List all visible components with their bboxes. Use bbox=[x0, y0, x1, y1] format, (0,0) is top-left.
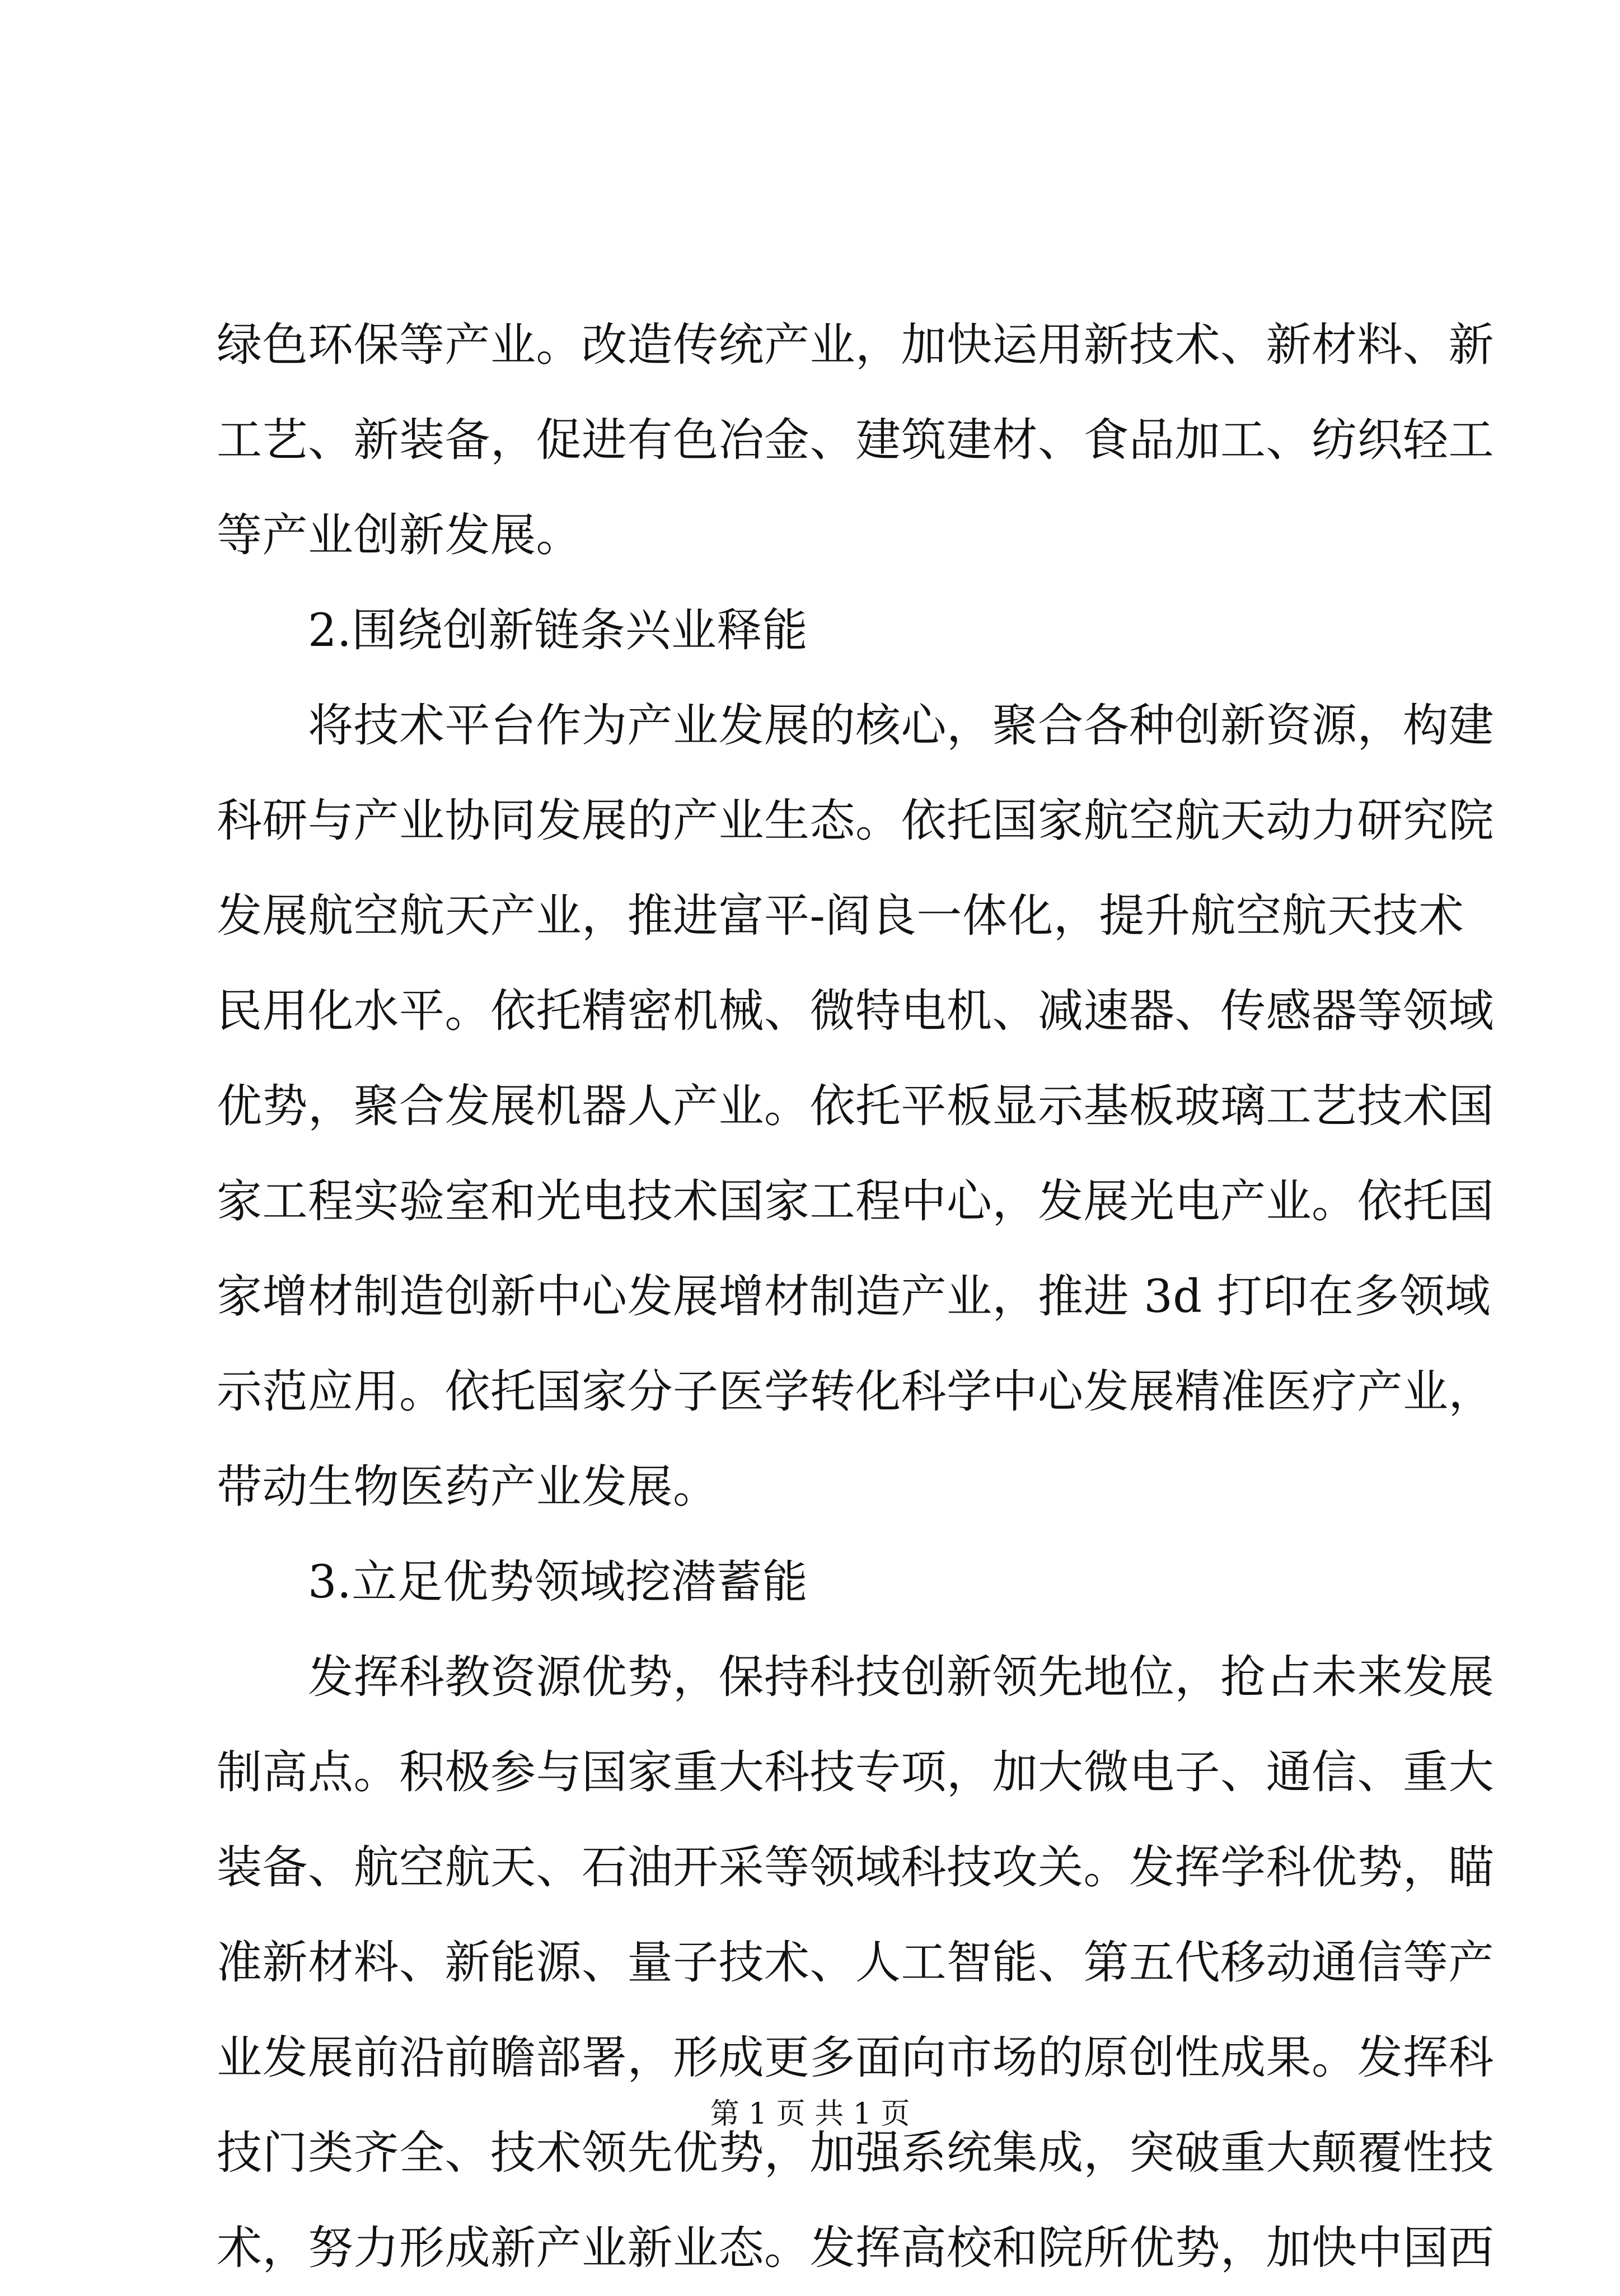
text-line: 技门类齐全、技术领先优势，加强系统集成，突破重大颠覆性技 bbox=[217, 2127, 1495, 2180]
text-line: 发展航空航天产业，推进富平-阎良一体化，提升航空航天技术 bbox=[217, 890, 1464, 943]
text-line: 术，努力形成新产业新业态。发挥高校和院所优势，加快中国西 bbox=[217, 2222, 1495, 2275]
text-line: 准新材料、新能源、量子技术、人工智能、第五代移动通信等产 bbox=[217, 1937, 1495, 1989]
text-line: 民用化水平。依托精密机械、微特电机、减速器、传感器等领域 bbox=[217, 985, 1495, 1038]
paragraph-first-line: 发挥科教资源优势，保持科技创新领先地位，抢占未来发展 bbox=[308, 1651, 1495, 1704]
text-line: 业发展前沿前瞻部署，形成更多面向市场的原创性成果。发挥科 bbox=[217, 2032, 1495, 2084]
page-footer: 第 1 页 共 1 页 bbox=[710, 2097, 910, 2131]
text-line: 绿色环保等产业。改造传统产业，加快运用新技术、新材料、新 bbox=[217, 319, 1495, 372]
text-line: 科研与产业协同发展的产业生态。依托国家航空航天动力研究院 bbox=[217, 795, 1495, 847]
text-line: 家工程实验室和光电技术国家工程中心，发展光电产业。依托国 bbox=[217, 1175, 1495, 1228]
text-line: 示范应用。依托国家分子医学转化科学中心发展精准医疗产业， bbox=[217, 1366, 1495, 1418]
section-heading: 2.围绕创新链条兴业释能 bbox=[308, 605, 808, 657]
text-line: 装备、航空航天、石油开采等领域科技攻关。发挥学科优势，瞄 bbox=[217, 1842, 1495, 1894]
text-line: 家增材制造创新中心发展增材制造产业，推进 3d 打印在多领域 bbox=[217, 1271, 1491, 1323]
text-line: 带动生物医药产业发展。 bbox=[217, 1461, 719, 1514]
text-line: 优势，聚合发展机器人产业。依托平板显示基板玻璃工艺技术国 bbox=[217, 1080, 1495, 1133]
text-line: 制高点。积极参与国家重大科技专项，加大微电子、通信、重大 bbox=[217, 1746, 1495, 1799]
text-line: 等产业创新发展。 bbox=[217, 509, 582, 562]
paragraph-first-line: 将技术平台作为产业发展的核心，聚合各种创新资源，构建 bbox=[308, 700, 1495, 752]
body-text bbox=[217, 298, 1495, 2296]
text-line: 工艺、新装备，促进有色冶金、建筑建材、食品加工、纺织轻工 bbox=[217, 414, 1495, 467]
section-heading: 3.立足优势领域挖潜蓄能 bbox=[308, 1556, 808, 1609]
